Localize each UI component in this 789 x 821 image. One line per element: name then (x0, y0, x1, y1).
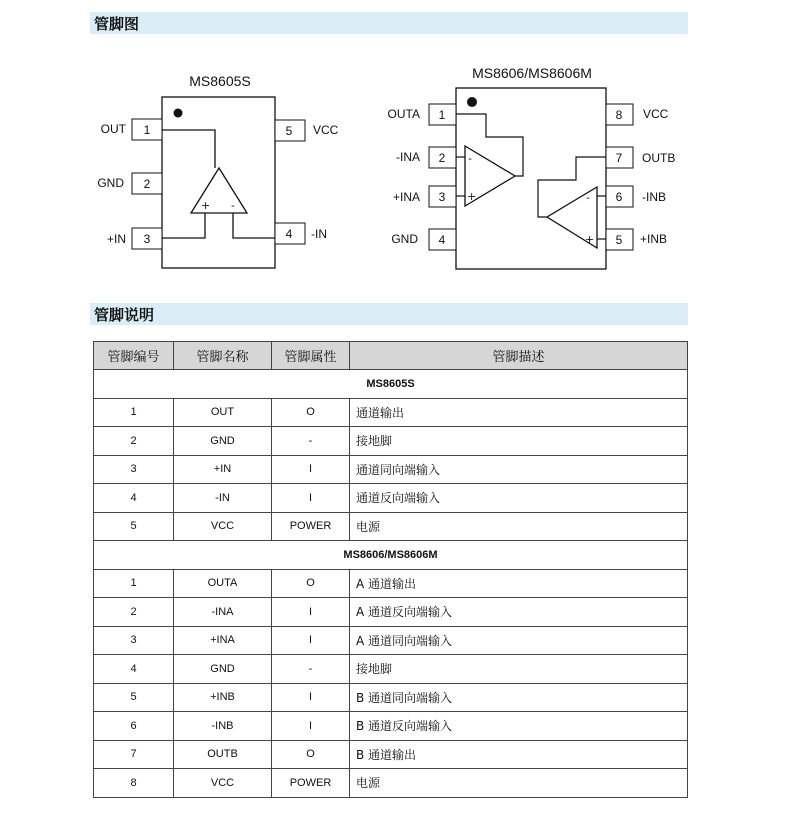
cell-pin-description: 通道反向端输入 (350, 484, 688, 513)
table-row (94, 569, 688, 598)
cell-pin-attribute: I (272, 484, 350, 513)
cell-pin-description: 通道同向端输入 (350, 455, 688, 484)
table-row (94, 455, 688, 484)
cell-pin-attribute: O (272, 398, 350, 427)
cell-pin-name: OUTA (174, 569, 272, 598)
cell-pin-name: GND (174, 655, 272, 684)
cell-pin-attribute: I (272, 626, 350, 655)
chip-body (456, 88, 606, 269)
table-row (94, 512, 688, 541)
chip-body (162, 97, 275, 268)
cell-pin-name: VCC (174, 769, 272, 798)
pin-label: +INA (392, 190, 420, 204)
pin-number: 1 (438, 108, 446, 122)
pin-number: 7 (615, 151, 623, 165)
cell-pin-attribute: O (272, 569, 350, 598)
cell-pin-description: A 通道反向端输入 (350, 598, 688, 627)
cell-pin-description: 通道输出 (350, 398, 688, 427)
table-row (94, 484, 688, 513)
pin-label: -INB (642, 190, 666, 204)
chip-title: MS8605S (189, 73, 251, 89)
pin-label: OUT (100, 122, 126, 136)
section-header-pin-description (90, 303, 688, 325)
wire-out (162, 130, 215, 168)
table-row (94, 398, 688, 427)
table-row (94, 626, 688, 655)
cell-pin-description: A 通道同向端输入 (350, 626, 688, 655)
header-pin-description: 管脚描述 (350, 342, 688, 370)
opamp-b-plus-sign: + (585, 233, 595, 246)
cell-pin-name: GND (174, 427, 272, 456)
chip-ms8605s (97, 73, 338, 268)
cell-pin-name: OUTB (174, 740, 272, 769)
cell-pin-number: 7 (94, 740, 174, 769)
pin-number: 5 (615, 233, 623, 247)
cell-pin-description: B 通道输出 (350, 740, 688, 769)
cell-pin-name: +IN (174, 455, 272, 484)
pin-label: GND (97, 176, 124, 190)
chip-title: MS8606/MS8606M (472, 65, 592, 81)
pin1-marker-dot (467, 97, 477, 107)
pin-label: OUTA (387, 107, 420, 121)
cell-pin-attribute: - (272, 655, 350, 684)
table-group-row (94, 370, 688, 399)
pin-number: 3 (438, 190, 446, 204)
cell-pin-number: 2 (94, 598, 174, 627)
cell-pin-description: 接地脚 (350, 655, 688, 684)
pin-number: 8 (615, 108, 623, 122)
cell-pin-name: +INA (174, 626, 272, 655)
header-pin-attribute: 管脚属性 (272, 342, 350, 370)
pin-number: 6 (615, 190, 623, 204)
pin-label: GND (391, 232, 418, 246)
cell-pin-description: 电源 (350, 769, 688, 798)
table-row (94, 712, 688, 741)
header-pin-name: 管脚名称 (174, 342, 272, 370)
cell-pin-attribute: I (272, 455, 350, 484)
table-header-row (94, 342, 688, 370)
pin-number: 5 (285, 124, 293, 138)
table-row (94, 683, 688, 712)
table-row (94, 598, 688, 627)
pin-number: 1 (143, 123, 151, 137)
wire-plus-in (162, 213, 205, 238)
cell-pin-description: 接地脚 (350, 427, 688, 456)
cell-pin-attribute: POWER (272, 512, 350, 541)
cell-pin-name: VCC (174, 512, 272, 541)
cell-pin-description: 电源 (350, 512, 688, 541)
pin-number: 2 (143, 177, 151, 191)
cell-pin-name: -INB (174, 712, 272, 741)
cell-pin-description: A 通道输出 (350, 569, 688, 598)
cell-pin-number: 4 (94, 655, 174, 684)
cell-pin-number: 4 (94, 484, 174, 513)
pin-label: -IN (311, 227, 327, 241)
cell-pin-number: 8 (94, 769, 174, 798)
cell-pin-name: -INA (174, 598, 272, 627)
cell-pin-description: B 通道反向端输入 (350, 712, 688, 741)
table-group-row (94, 541, 688, 570)
pin1-marker-dot (174, 109, 183, 118)
opamp-b-minus-sign: - (586, 191, 590, 204)
wire-minus-in (233, 213, 275, 238)
cell-pin-name: +INB (174, 683, 272, 712)
wire-outa-feedback (456, 114, 523, 176)
table-row (94, 740, 688, 769)
cell-pin-description: B 通道同向端输入 (350, 683, 688, 712)
opamp-a-minus-sign: - (468, 152, 472, 165)
pin-number: 4 (285, 227, 293, 241)
pin-description-table (93, 341, 688, 798)
cell-pin-attribute: I (272, 712, 350, 741)
cell-pin-name: OUT (174, 398, 272, 427)
pin-label: +INB (640, 232, 668, 246)
pin-diagram (0, 0, 789, 300)
cell-pin-number: 2 (94, 427, 174, 456)
table-row (94, 427, 688, 456)
pin-number: 2 (438, 151, 446, 165)
pin-label: VCC (643, 107, 669, 121)
cell-pin-attribute: O (272, 740, 350, 769)
opamp-triangle (191, 168, 247, 213)
cell-pin-number: 3 (94, 455, 174, 484)
cell-pin-attribute: I (272, 683, 350, 712)
cell-pin-attribute: I (272, 598, 350, 627)
header-pin-number: 管脚编号 (94, 342, 174, 370)
cell-pin-name: -IN (174, 484, 272, 513)
cell-pin-number: 1 (94, 569, 174, 598)
cell-pin-attribute: POWER (272, 769, 350, 798)
pin-number: 4 (438, 233, 446, 247)
cell-pin-number: 6 (94, 712, 174, 741)
opamp-minus-sign: - (231, 199, 235, 212)
pin-number: 3 (143, 232, 151, 246)
cell-pin-number: 1 (94, 398, 174, 427)
opamp-a-plus-sign: + (467, 190, 477, 203)
cell-pin-number: 5 (94, 683, 174, 712)
pin-label: +IN (106, 232, 126, 246)
table-row (94, 769, 688, 798)
pin-label: OUTB (642, 151, 676, 165)
opamp-plus-sign: + (201, 199, 211, 212)
cell-pin-attribute: - (272, 427, 350, 456)
cell-pin-number: 5 (94, 512, 174, 541)
table-row (94, 655, 688, 684)
group-title: MS8605S (94, 370, 688, 399)
cell-pin-number: 3 (94, 626, 174, 655)
group-title: MS8606/MS8606M (94, 541, 688, 570)
pin-label: -INA (396, 150, 420, 164)
section-title: 管脚图 (94, 15, 140, 33)
pin-label: VCC (313, 123, 339, 137)
chip-ms8606 (388, 65, 676, 269)
section-title: 管脚说明 (94, 306, 155, 324)
